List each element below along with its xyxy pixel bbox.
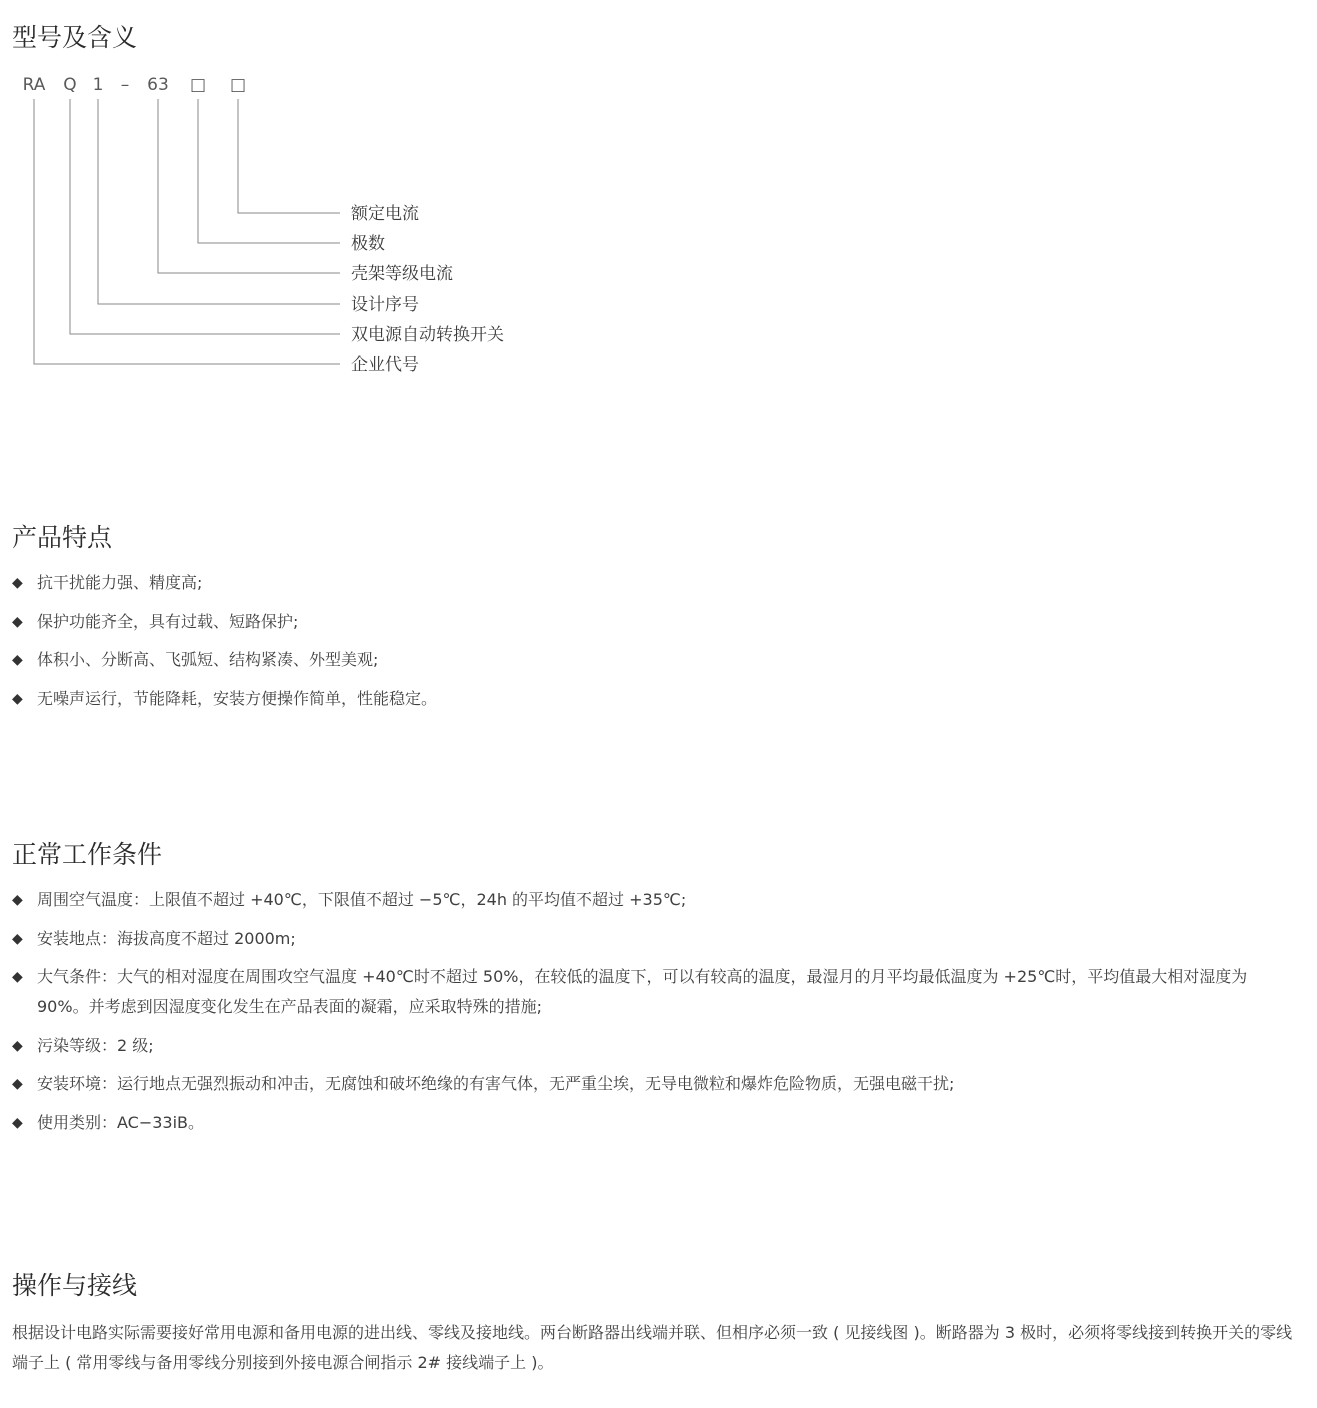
- leader-line: [238, 99, 340, 213]
- list-item: ◆ 大气条件：大气的相对湿度在周围攻空气温度 +40℃时不超过 50%，在较低的温度下，可以有较高的温度，最湿月的月平均最低温度为 +25℃时，平均值最大相对湿度为 90%。并考虑到因湿度变化发生在产品表面的凝霜，应采取特殊的措施;: [12, 962, 1302, 1022]
- list-item: ◆ 安装地点：海拔高度不超过 2000m;: [12, 924, 1302, 954]
- list-item: ◆ 周围空气温度：上限值不超过 +40℃，下限值不超过 −5℃，24h 的平均值不超过 +35℃;: [12, 885, 1302, 915]
- diamond-bullet-icon: ◆: [12, 930, 23, 947]
- list-item: ◆ 使用类别：AC−33iB。: [12, 1108, 1302, 1138]
- leader-line: [158, 99, 340, 273]
- leader-line: [34, 99, 340, 364]
- diamond-bullet-icon: ◆: [12, 575, 23, 591]
- list-item: ◆ 污染等级：2 级;: [12, 1031, 1302, 1061]
- model-code-part: 63: [147, 75, 169, 95]
- model-code-part: □: [189, 75, 207, 95]
- list-item: ◆ 保护功能齐全，具有过载、短路保护;: [12, 607, 1302, 637]
- features-section-title: 产品特点: [12, 523, 113, 552]
- diamond-bullet-icon: ◆: [12, 892, 23, 908]
- list-item: ◆ 抗干扰能力强、精度高;: [12, 568, 1302, 598]
- model-code-part: Q: [63, 75, 77, 95]
- model-section-title: 型号及含义: [12, 23, 138, 52]
- model-code-part: □: [229, 75, 247, 95]
- list-item: ◆ 安装环境：运行地点无强烈振动和冲击，无腐蚀和破坏绝缘的有害气体，无严重尘埃，无导电微粒和爆炸危险物质，无强电磁干扰;: [12, 1069, 1302, 1099]
- list-item: ◆ 无噪声运行，节能降耗，安装方便操作简单，性能稳定。: [12, 684, 1302, 714]
- model-code-label: 企业代号: [351, 355, 419, 375]
- model-code-part: RA: [22, 75, 46, 95]
- list-item: ◆ 体积小、分断高、飞弧短、结构紧凑、外型美观;: [12, 645, 1302, 675]
- model-code-label: 额定电流: [351, 204, 419, 224]
- model-code-label: 壳架等级电流: [351, 264, 453, 284]
- conditions-section-title: 正常工作条件: [12, 840, 163, 869]
- model-code-label: 设计序号: [351, 295, 419, 315]
- leader-line: [198, 99, 340, 243]
- diamond-bullet-icon: ◆: [12, 613, 23, 630]
- diamond-bullet-icon: ◆: [12, 1037, 23, 1054]
- model-code-part: 1: [92, 75, 104, 95]
- model-code-label: 极数: [351, 234, 385, 254]
- diamond-bullet-icon: ◆: [12, 652, 23, 669]
- conditions-list: [12, 885, 1302, 1147]
- diamond-bullet-icon: ◆: [12, 1114, 23, 1131]
- diamond-bullet-icon: ◆: [12, 1076, 23, 1093]
- diamond-bullet-icon: ◆: [12, 969, 23, 986]
- wiring-section-title: 操作与接线: [12, 1271, 138, 1300]
- model-code-label: 双电源自动转换开关: [351, 325, 504, 345]
- model-code-part: –: [120, 75, 130, 95]
- leader-line: [70, 99, 340, 334]
- wiring-paragraph: 根据设计电路实际需要接好常用电源和备用电源的进出线、零线及接地线。两台断路器出线端并联、但相序必须一致 ( 见接线图 )。断路器为 3 极时，必须将零线接到转换开关的零线端子上 ( 常用零线与备用零线分别接到外接电源合闸指示 2# 接线端子上 )。: [12, 1323, 1293, 1372]
- model-code-diagram: [0, 60, 600, 390]
- diamond-bullet-icon: ◆: [12, 690, 23, 707]
- features-list: [12, 568, 1302, 722]
